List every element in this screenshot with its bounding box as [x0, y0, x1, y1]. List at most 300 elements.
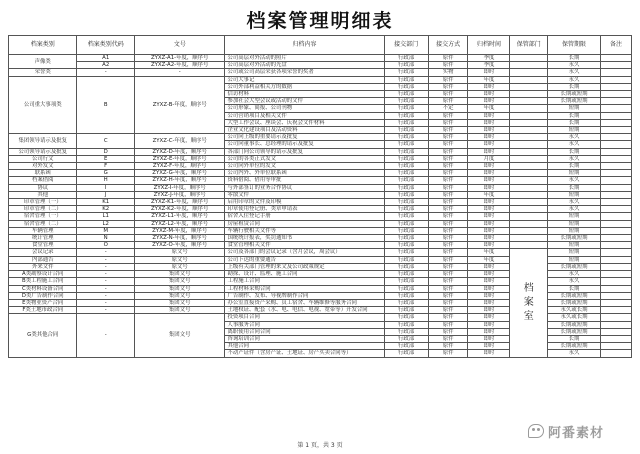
retention-cell: 短期 — [548, 213, 601, 220]
archive-time-cell: 即时 — [468, 321, 510, 328]
archive-time-cell: 年度 — [468, 76, 510, 83]
doc-number-cell: ZYXZ-K2-年度，顺序号 — [134, 206, 225, 213]
submit-method-cell: 原件 — [428, 350, 468, 357]
retention-cell: 永久或长期 — [548, 314, 601, 321]
retention-cell: 长期 — [548, 163, 601, 170]
retention-cell: 永久 — [548, 62, 601, 69]
table-row — [9, 213, 632, 220]
remarks-cell — [601, 199, 632, 206]
retention-cell: 长期 — [548, 335, 601, 342]
category-cell: 档案借阅 — [9, 177, 77, 184]
doc-number-cell: 原文号 — [134, 256, 225, 263]
content-cell: 大型工作会议、座谈会、庆祝会文件材料 — [225, 119, 384, 126]
doc-number-cell: ZYXZ-F-年度，顺序号 — [134, 163, 225, 170]
remarks-cell — [601, 163, 632, 170]
submit-method-cell: 原件 — [428, 199, 468, 206]
table-row — [9, 134, 632, 141]
category-code-cell: O — [77, 242, 134, 249]
submit-dept-cell: 行政部 — [384, 112, 428, 119]
retention-cell: 长期 — [548, 184, 601, 191]
table-row — [9, 155, 632, 162]
retention-cell: 短期 — [548, 227, 601, 234]
retention-cell: 长期或短期 — [548, 299, 601, 306]
remarks-cell — [601, 335, 632, 342]
archive-time-cell: 即时 — [468, 299, 510, 306]
header-remarks: 备注 — [601, 36, 632, 55]
doc-number-cell: 原文号 — [134, 249, 225, 256]
submit-method-cell: 原件 — [428, 119, 468, 126]
category-cell: 内部通告 — [9, 256, 77, 263]
submit-dept-cell: 行政部 — [384, 184, 428, 191]
category-code-cell: L1 — [77, 213, 134, 220]
category-cell: 外来文件 — [9, 263, 77, 270]
category-code-cell: E — [77, 155, 134, 162]
archive-time-cell: 即时 — [468, 314, 510, 321]
keeping-dept-cell — [510, 76, 548, 83]
submit-dept-cell: 行政部 — [384, 263, 428, 270]
content-cell: 公司向外单位的发文 — [225, 163, 384, 170]
category-code-cell: - — [77, 299, 134, 306]
retention-cell: 长期或短期 — [548, 343, 601, 350]
submit-dept-cell: 行政部 — [384, 83, 428, 90]
category-code-cell: B — [77, 76, 134, 134]
retention-cell: 短期 — [548, 242, 601, 249]
keeping-dept-cell — [510, 177, 548, 184]
content-cell: 公司营销项目及相关文件 — [225, 112, 384, 119]
remarks-cell — [601, 112, 632, 119]
category-cell: G类其他合同 — [9, 314, 77, 357]
doc-number-cell: 集团文号 — [134, 271, 225, 278]
doc-number-cell: 集团文号 — [134, 307, 225, 314]
content-cell: 零散文件 — [225, 191, 384, 198]
category-cell: 宿舍管理（一） — [9, 213, 77, 220]
submit-dept-cell: 行政部 — [384, 328, 428, 335]
category-code-cell: - — [77, 285, 134, 292]
remarks-cell — [601, 105, 632, 112]
submit-method-cell: 原件 — [428, 335, 468, 342]
submit-method-cell: 原件 — [428, 91, 468, 98]
remarks-cell — [601, 83, 632, 90]
submit-method-cell: 原件 — [428, 177, 468, 184]
category-cell: 统计管理 — [9, 235, 77, 242]
submit-method-cell: 原件 — [428, 242, 468, 249]
remarks-cell — [601, 213, 632, 220]
content-cell: 土地权证、配套（水、电、电信、电视、宽带等）开发合同 — [225, 307, 384, 314]
category-code-cell: D — [77, 148, 134, 155]
submit-dept-cell: 行政部 — [384, 292, 428, 299]
content-cell: 公司向上级的重要请示及批复 — [225, 134, 384, 141]
header-content: 归档内容 — [225, 36, 384, 55]
remarks-cell — [601, 278, 632, 285]
doc-number-cell: ZYXZ-N-年度，顺序号 — [134, 235, 225, 242]
archive-table — [8, 35, 632, 358]
watermark-text: 阿番素材 — [548, 425, 605, 441]
remarks-cell — [601, 141, 632, 148]
archive-time-cell: 即时 — [468, 199, 510, 206]
header-category-code: 档案类别代码 — [77, 36, 134, 55]
content-cell: 宿舍入住登记手册 — [225, 213, 384, 220]
remarks-cell — [601, 119, 632, 126]
category-cell: 公司领导请示及批复 — [9, 148, 77, 155]
retention-cell: 长期 — [548, 285, 601, 292]
doc-number-cell: 集团文号 — [134, 285, 225, 292]
submit-dept-cell: 行政部 — [384, 170, 428, 177]
doc-number-cell: ZYXZ-A1-年度，顺序号 — [134, 55, 225, 62]
table-row — [9, 170, 632, 177]
header-doc-number: 文号 — [134, 36, 225, 55]
submit-dept-cell: 行政部 — [384, 191, 428, 198]
archive-time-cell: 即时 — [468, 271, 510, 278]
archive-time-cell: 即时 — [468, 292, 510, 299]
archive-time-cell: 即时 — [468, 91, 510, 98]
content-cell: 公司及各部门的会议记录（含月会议，周会议） — [225, 249, 384, 256]
retention-cell: 长期 — [548, 148, 601, 155]
category-cell: 宿舍管理（二） — [9, 220, 77, 227]
doc-number-cell: ZYXZ-C-年度，顺序号 — [134, 134, 225, 148]
remarks-cell — [601, 271, 632, 278]
category-cell: E类物业资产合同 — [9, 299, 77, 306]
keeping-dept-cell — [510, 163, 548, 170]
archive-time-cell: 年度 — [468, 105, 510, 112]
content-cell: 离职使用合同合同 — [225, 328, 384, 335]
archive-time-cell: 即时 — [468, 127, 510, 134]
keeping-dept-cell — [510, 134, 548, 141]
submit-dept-cell: 行政部 — [384, 62, 428, 69]
retention-cell: 短期 — [548, 249, 601, 256]
archive-time-cell: 即时 — [468, 328, 510, 335]
submit-dept-cell: 行政部 — [384, 177, 428, 184]
category-cell: 对外发文 — [9, 163, 77, 170]
doc-number-cell: 原文号 — [134, 263, 225, 270]
category-code-cell: - — [77, 263, 134, 270]
content-cell: 公司向董事长、总经理的请示及批复 — [225, 141, 384, 148]
category-code-cell: I — [77, 184, 134, 191]
submit-method-cell: 不定 — [428, 105, 468, 112]
submit-method-cell: 原件 — [428, 163, 468, 170]
doc-number-cell: 集团文号 — [134, 292, 225, 299]
remarks-cell — [601, 227, 632, 234]
remarks-cell — [601, 148, 632, 155]
submit-method-cell: 原件 — [428, 321, 468, 328]
remarks-cell — [601, 191, 632, 198]
doc-number-cell: 集团文号 — [134, 314, 225, 357]
page-title: 档案管理明细表 — [246, 10, 394, 32]
submit-dept-cell: 行政部 — [384, 314, 428, 321]
archive-time-cell: 年度 — [468, 249, 510, 256]
category-cell: 集团领导请示及批复 — [9, 134, 77, 148]
table-row — [9, 76, 632, 83]
submit-dept-cell: 行政部 — [384, 76, 428, 83]
remarks-cell — [601, 98, 632, 105]
retention-cell: 永久 — [548, 350, 601, 357]
submit-dept-cell: 行政部 — [384, 105, 428, 112]
archive-time-cell: 即时 — [468, 235, 510, 242]
content-cell: 公司高层对外活动的光盘 — [225, 62, 384, 69]
submit-method-cell: 原件 — [428, 155, 468, 162]
archive-time-cell: 即时 — [468, 98, 510, 105]
submit-method-cell: 原件 — [428, 285, 468, 292]
retention-cell: 永久 — [548, 76, 601, 83]
submit-method-cell: 原件 — [428, 76, 468, 83]
submit-dept-cell: 行政部 — [384, 91, 428, 98]
archive-time-cell: 即时 — [468, 350, 510, 357]
content-cell: 信访材料 — [225, 91, 384, 98]
content-cell: 不动产证件（含房产证、土地证、房产买卖合同等） — [225, 350, 384, 357]
archive-time-cell: 即时 — [468, 242, 510, 249]
submit-dept-cell: 行政部 — [384, 299, 428, 306]
header-archive-time: 归档时间 — [468, 36, 510, 55]
content-cell: 工程材料采购合同 — [225, 285, 384, 292]
submit-dept-cell: 行政部 — [384, 69, 428, 76]
category-code-cell: - — [77, 249, 134, 256]
keeping-dept-cell — [510, 98, 548, 105]
doc-number-cell: ZYXZ-J-年度，顺序号 — [134, 191, 225, 198]
table-row — [9, 199, 632, 206]
doc-number-cell: 集团文号 — [134, 278, 225, 285]
retention-cell: 长期或短期 — [548, 321, 601, 328]
content-cell: 启用印章的文件及印模 — [225, 199, 384, 206]
retention-cell: 短期 — [548, 127, 601, 134]
retention-cell: 长期或短期 — [548, 292, 601, 299]
retention-cell: 长期或短期 — [548, 91, 601, 98]
keeping-dept-archive-cell — [510, 249, 548, 357]
retention-cell: 永久 — [548, 141, 601, 148]
keeping-dept-cell — [510, 148, 548, 155]
remarks-cell — [601, 263, 632, 270]
doc-number-cell: ZYXZ-I-年度，顺序号 — [134, 184, 225, 191]
keeping-dept-cell — [510, 155, 548, 162]
submit-dept-cell: 行政部 — [384, 127, 428, 134]
doc-number-cell: ZYXZ-L1-年度，顺序号 — [134, 213, 225, 220]
header-category: 档案类别 — [9, 36, 77, 55]
retention-cell: 长期或短期 — [548, 235, 601, 242]
table-row — [9, 69, 632, 76]
submit-dept-cell: 行政部 — [384, 321, 428, 328]
content-cell: 办公室直接资产采购、员工宿舍、车辆维修等服务合同 — [225, 299, 384, 306]
keeping-dept-cell — [510, 55, 548, 62]
remarks-cell — [601, 292, 632, 299]
keeping-dept-cell — [510, 199, 548, 206]
archive-time-cell: 即时 — [468, 83, 510, 90]
archive-time-cell: 即时 — [468, 343, 510, 350]
archive-time-cell: 即时 — [468, 213, 510, 220]
content-cell: 咨询培训合同 — [225, 335, 384, 342]
keeping-dept-cell — [510, 62, 548, 69]
remarks-cell — [601, 206, 632, 213]
keeping-dept-cell — [510, 119, 548, 126]
retention-cell: 长期或短期 — [548, 98, 601, 105]
retention-cell: 短期 — [548, 105, 601, 112]
doc-number-cell: ZYXZ-L2-年度，顺序号 — [134, 220, 225, 227]
category-cell: 荣誉类 — [9, 69, 77, 76]
category-cell: 印章管理（二） — [9, 206, 77, 213]
category-code-cell: M — [77, 227, 134, 234]
content-cell: 公司或公司高层荣获各项荣誉的奖著 — [225, 69, 384, 76]
remarks-cell — [601, 299, 632, 306]
category-cell: 食堂管理 — [9, 242, 77, 249]
category-cell: 声像类 — [9, 55, 77, 69]
submit-method-cell: 原件 — [428, 278, 468, 285]
archive-time-cell: 即时 — [468, 134, 510, 141]
archive-time-cell: 即时 — [468, 69, 510, 76]
remarks-cell — [601, 76, 632, 83]
submit-method-cell: 原件 — [428, 299, 468, 306]
remarks-cell — [601, 184, 632, 191]
header-retention: 保管期限 — [548, 36, 601, 55]
table-row — [9, 235, 632, 242]
retention-cell: 长期 — [548, 119, 601, 126]
submit-method-cell: 原件 — [428, 271, 468, 278]
content-cell: 公司内外、外单位联系函 — [225, 170, 384, 177]
archive-time-cell: 年度 — [468, 256, 510, 263]
submit-method-cell: 原件 — [428, 206, 468, 213]
keeping-dept-cell — [510, 184, 548, 191]
submit-method-cell: 原件 — [428, 127, 468, 134]
remarks-cell — [601, 350, 632, 357]
submit-method-cell: 原件 — [428, 249, 468, 256]
retention-cell: 永久 — [548, 155, 601, 162]
content-cell: 车辆行驶相关文件等 — [225, 227, 384, 234]
submit-dept-cell: 行政部 — [384, 98, 428, 105]
category-code-cell: K1 — [77, 199, 134, 206]
submit-dept-cell: 行政部 — [384, 119, 428, 126]
category-cell: 公司重大事项类 — [9, 76, 77, 134]
submit-dept-cell: 行政部 — [384, 148, 428, 155]
category-cell: 联系函 — [9, 170, 77, 177]
keeping-dept-cell — [510, 227, 548, 234]
submit-method-cell: 实物 — [428, 69, 468, 76]
remarks-cell — [601, 220, 632, 227]
content-cell: 公司大事记 — [225, 76, 384, 83]
category-cell: B类工程施工合同 — [9, 278, 77, 285]
content-cell: 食堂管理相关文件 — [225, 242, 384, 249]
keeping-dept-cell — [510, 170, 548, 177]
content-cell: 上级有关部门管理的来文及公司政策规定 — [225, 263, 384, 270]
content-cell: 公司形象、简报、公司刊物 — [225, 105, 384, 112]
submit-dept-cell: 行政部 — [384, 307, 428, 314]
remarks-cell — [601, 127, 632, 134]
archive-time-cell: 即时 — [468, 263, 510, 270]
category-cell: 协议 — [9, 184, 77, 191]
content-cell: 广告制作、发布、导视牌制作合同 — [225, 292, 384, 299]
remarks-cell — [601, 343, 632, 350]
retention-cell: 永久 — [548, 278, 601, 285]
submit-dept-cell: 行政部 — [384, 343, 428, 350]
keeping-dept-cell — [510, 235, 548, 242]
category-code-cell: G — [77, 170, 134, 177]
content-cell: 与外部签订的业务合作协议 — [225, 184, 384, 191]
remarks-cell — [601, 256, 632, 263]
retention-cell: 长期或短期 — [548, 263, 601, 270]
category-code-cell: L2 — [77, 220, 134, 227]
retention-cell: 永久 — [548, 69, 601, 76]
submit-dept-cell: 行政部 — [384, 227, 428, 234]
submit-dept-cell: 行政部 — [384, 163, 428, 170]
category-cell: 会议记录 — [9, 249, 77, 256]
retention-cell: 长期 — [548, 55, 601, 62]
content-cell: 公司的各类正式发文 — [225, 155, 384, 162]
keeping-dept-cell — [510, 191, 548, 198]
table-row — [9, 163, 632, 170]
keeping-dept-cell — [510, 69, 548, 76]
archive-time-cell: 即时 — [468, 112, 510, 119]
category-cell: A类勘察设计合同 — [9, 271, 77, 278]
remarks-cell — [601, 155, 632, 162]
archive-time-cell: 即时 — [468, 184, 510, 191]
remarks-cell — [601, 69, 632, 76]
remarks-cell — [601, 285, 632, 292]
retention-cell: 长期或短期 — [548, 328, 601, 335]
remarks-cell — [601, 249, 632, 256]
content-cell: 公司高层对外活动的照片 — [225, 55, 384, 62]
retention-cell: 短期 — [548, 256, 601, 263]
submit-dept-cell: 行政部 — [384, 285, 428, 292]
category-cell: 印章管理（一） — [9, 199, 77, 206]
remarks-cell — [601, 134, 632, 141]
doc-number-cell: ZYXZ-K1-年度，顺序号 — [134, 199, 225, 206]
header-submit-method: 接交方式 — [428, 36, 468, 55]
content-cell: 参加社会大型会议或活动的文件 — [225, 98, 384, 105]
content-cell: 企业文化建设项目及活动资料 — [225, 127, 384, 134]
category-cell: 车辆管理 — [9, 227, 77, 234]
retention-cell: 永久 — [548, 206, 601, 213]
submit-method-cell: 原件 — [428, 141, 468, 148]
content-cell: 其他合同 — [225, 343, 384, 350]
content-cell: 资料借阅、借用等审批 — [225, 177, 384, 184]
category-cell: 其他 — [9, 191, 77, 198]
content-cell: 各部门向公司领导的请示及批复 — [225, 148, 384, 155]
submit-method-cell: 原件 — [428, 256, 468, 263]
submit-method-cell: 原件 — [428, 263, 468, 270]
submit-dept-cell: 行政部 — [384, 141, 428, 148]
submit-method-cell: 原件 — [428, 62, 468, 69]
submit-method-cell: 原件 — [428, 191, 468, 198]
remarks-cell — [601, 314, 632, 321]
table-row — [9, 184, 632, 191]
content-cell: 国统统计报表，奖罚通知书 — [225, 235, 384, 242]
submit-method-cell: 原件 — [428, 148, 468, 155]
keeping-dept-cell — [510, 213, 548, 220]
submit-method-cell: 原件 — [428, 134, 468, 141]
doc-number-cell: ZYXZ-O-年度，顺序号 — [134, 242, 225, 249]
remarks-cell — [601, 328, 632, 335]
retention-cell: 永久 — [548, 177, 601, 184]
submit-dept-cell: 行政部 — [384, 206, 428, 213]
retention-cell: 永久 — [548, 271, 601, 278]
table-row — [9, 62, 632, 69]
submit-dept-cell: 行政部 — [384, 220, 428, 227]
submit-dept-cell: 行政部 — [384, 213, 428, 220]
doc-number-cell: ZYXZ-B-年度，顺序号 — [134, 76, 225, 134]
category-code-cell: - — [77, 307, 134, 314]
keeping-dept-cell — [510, 91, 548, 98]
submit-method-cell: 原件 — [428, 343, 468, 350]
archive-dept-text: 档案室 — [523, 283, 534, 322]
remarks-cell — [601, 177, 632, 184]
retention-cell: 长期 — [548, 112, 601, 119]
remarks-cell — [601, 170, 632, 177]
doc-number-cell: ZYXZ-G-年度，顺序号 — [134, 170, 225, 177]
submit-dept-cell: 行政部 — [384, 155, 428, 162]
content-cell: 公司外部利益相关方的数据 — [225, 83, 384, 90]
category-code-cell: K2 — [77, 206, 134, 213]
submit-method-cell: 原件 — [428, 170, 468, 177]
archive-time-cell: 即时 — [468, 148, 510, 155]
table-row — [9, 191, 632, 198]
doc-number-cell: ZYXZ-D-年度，顺序号 — [134, 148, 225, 155]
retention-cell: 永久 — [548, 134, 601, 141]
content-cell: 工程施工合同 — [225, 278, 384, 285]
